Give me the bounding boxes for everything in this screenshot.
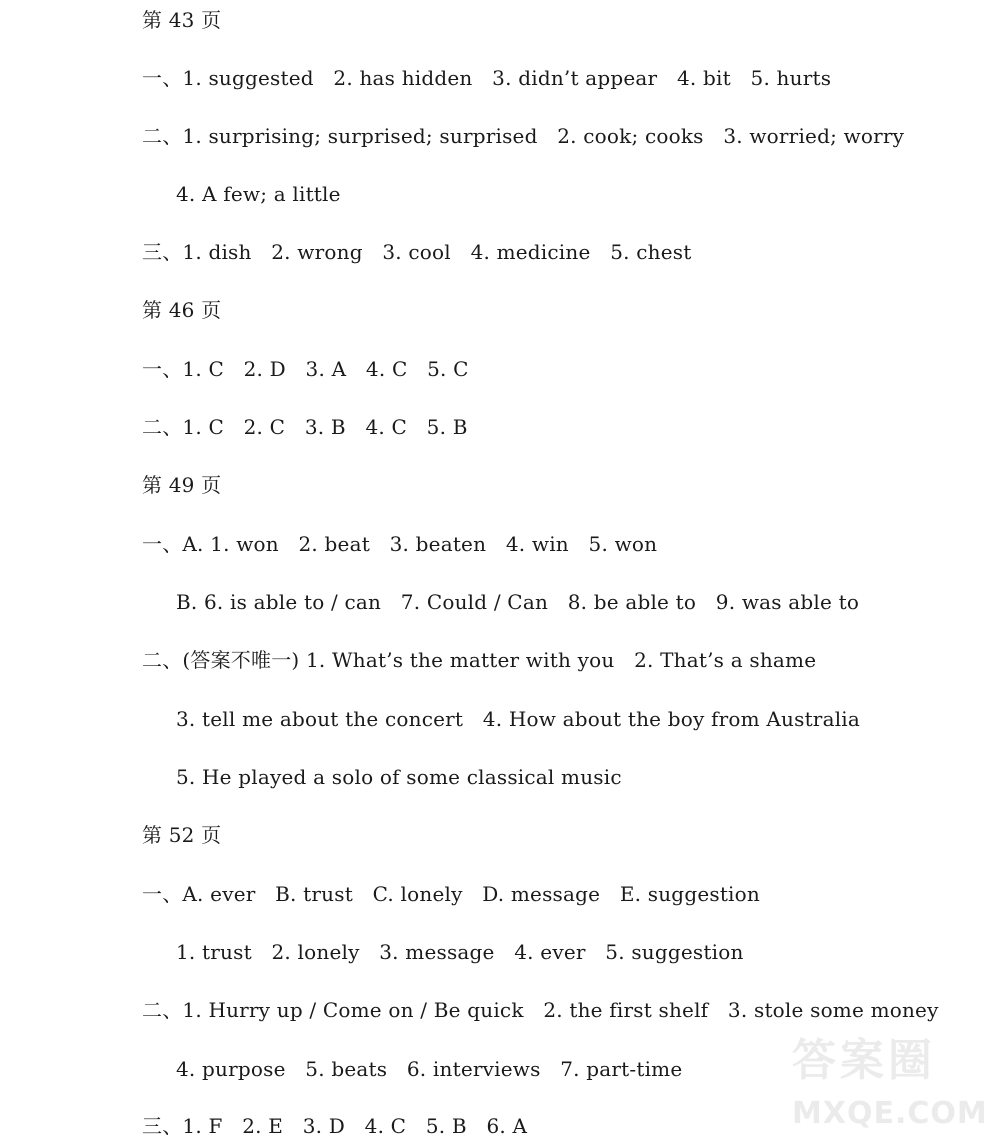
answer-line: 二、1. C 2. C 3. B 4. C 5. B	[142, 415, 468, 439]
page-heading-46: 第 46 页	[142, 298, 222, 322]
page-heading-43: 第 43 页	[142, 8, 222, 32]
answer-line-indent: 4. purpose 5. beats 6. interviews 7. part-time	[176, 1057, 683, 1081]
answer-line-indent: 5. He played a solo of some classical music	[176, 765, 622, 789]
answer-line-indent: B. 6. is able to / can 7. Could / Can 8. be able to 9. was able to	[176, 590, 860, 614]
answer-line: 二、1. surprising; surprised; surprised 2. cook; cooks 3. worried; worry	[142, 124, 905, 148]
answer-line: 一、A. ever B. trust C. lonely D. message E. suggestion	[142, 882, 760, 906]
answer-line-indent: 1. trust 2. lonely 3. message 4. ever 5. suggestion	[176, 940, 744, 964]
page-heading-49: 第 49 页	[142, 473, 222, 497]
watermark-text-top: 答案圈	[792, 1035, 936, 1086]
watermark-text-bottom: MXQE.COM	[792, 1096, 988, 1131]
answer-line: 一、A. 1. won 2. beat 3. beaten 4. win 5. won	[142, 532, 658, 556]
answer-line: 三、1. dish 2. wrong 3. cool 4. medicine 5. chest	[142, 240, 692, 264]
answer-line: 二、(答案不唯一) 1. What’s the matter with you 2. That’s a shame	[142, 648, 817, 672]
watermark-logo	[792, 1024, 988, 1142]
answer-line: 一、1. C 2. D 3. A 4. C 5. C	[142, 357, 469, 381]
answer-line: 一、1. suggested 2. has hidden 3. didn’t appear 4. bit 5. hurts	[142, 66, 832, 90]
answer-line-indent: 4. A few; a little	[176, 182, 341, 206]
answer-line-indent: 3. tell me about the concert 4. How about the boy from Australia	[176, 707, 861, 731]
answer-line: 三、1. F 2. E 3. D 4. C 5. B 6. A	[142, 1114, 528, 1138]
answer-line: 二、1. Hurry up / Come on / Be quick 2. the first shelf 3. stole some money	[142, 998, 939, 1022]
page-heading-52: 第 52 页	[142, 823, 222, 847]
